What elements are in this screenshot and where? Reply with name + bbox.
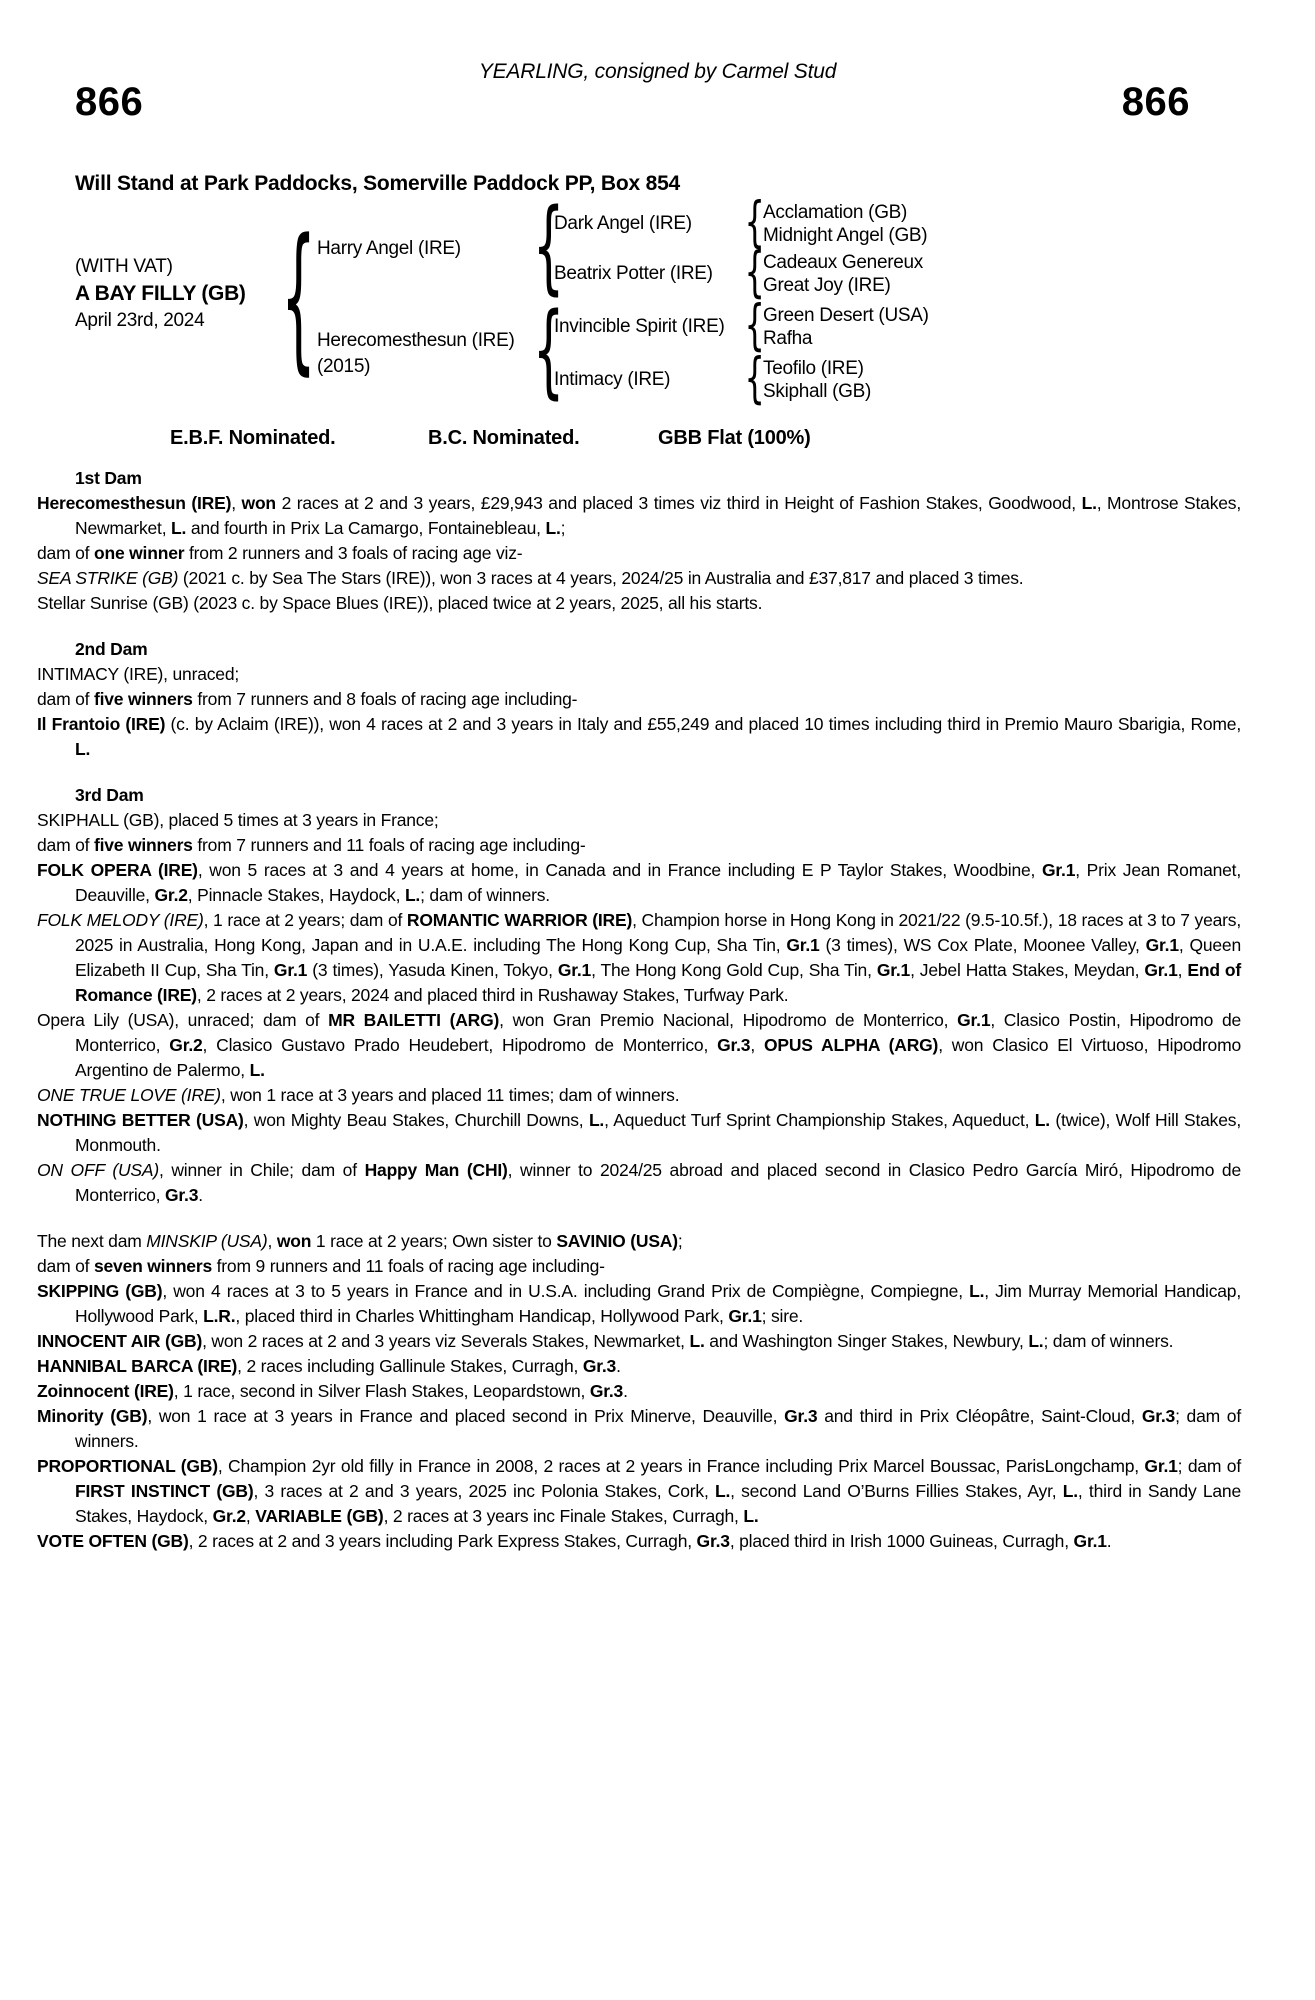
text-run: (2021 c. by Sea The Stars (IRE)), won 3 races at 4 years, 2024/25 in Australia and £37,817 and placed 3 times. (178, 568, 1024, 588)
pedigree-brace: { (532, 189, 565, 307)
text-run: HANNIBAL BARCA (IRE) (37, 1356, 238, 1376)
text-run: SKIPHALL (GB), placed 5 times at 3 years in France; (37, 810, 439, 830)
text-run: Gr.3 (589, 1381, 624, 1401)
text-run: Gr.2 (154, 885, 188, 905)
text-run: MR BAILETTI (ARG) (328, 1010, 500, 1030)
text-run: L.R. (203, 1306, 236, 1326)
text-run: from 7 runners and 8 foals of racing age including- (192, 689, 578, 709)
pedigree-section (37, 637, 1241, 762)
section-heading: 3rd Dam (75, 785, 144, 805)
text-run: Gr.1 (728, 1306, 762, 1326)
text-run: , 3 races at 2 and 3 years, 2025 inc Polonia Stakes, Cork, (253, 1481, 715, 1501)
text-run: Stellar Sunrise (GB) (2023 c. by Space Blues (IRE)), placed twice at 2 years, 2025, all his starts. (37, 593, 763, 613)
text-run: dam of (37, 689, 94, 709)
text-run: , Montrose Stakes, Newmarket, (75, 493, 1242, 538)
text-run: SKIPPING (GB) (37, 1281, 163, 1301)
pedigree-paragraph (37, 808, 1241, 833)
text-run: L. (75, 739, 91, 759)
text-run: Minority (GB) (37, 1406, 148, 1426)
pedigree-paragraph (37, 1229, 1241, 1254)
text-run: , won Mighty Beau Stakes, Churchill Downs, (243, 1110, 589, 1130)
pedigree-brace: { (532, 293, 565, 411)
catalogue-body (37, 466, 1242, 1554)
text-run: , 2 races at 2 years, 2024 and placed third in Rushaway Stakes, Turfway Park. (196, 985, 789, 1005)
text-run: (c. by Aclaim (IRE)), won 4 races at 2 and 3 years in Italy and £55,249 and placed 10 times including third in Premio Mauro Sbarigia, Rome, (165, 714, 1241, 734)
text-run: (3 times), WS Cox Plate, Moonee Valley, (819, 935, 1146, 955)
pedigree-paragraph (37, 566, 1241, 591)
pedigree-paragraph (37, 908, 1241, 1008)
text-run: , The Hong Kong Gold Cup, Sha Tin, (591, 960, 877, 980)
text-run: VARIABLE (GB) (255, 1506, 384, 1526)
text-run: Herecomesthesun (IRE) (37, 493, 232, 513)
lot-number-left: 866 (75, 80, 144, 124)
text-run: End of Romance (IRE) (75, 960, 1241, 1005)
dam-name: Herecomesthesun (IRE) (317, 330, 515, 351)
text-run: . (623, 1381, 628, 1401)
text-run: L. (714, 1481, 731, 1501)
text-run: L. (1062, 1481, 1078, 1501)
text-run: and Washington Singer Stakes, Newbury, (704, 1331, 1029, 1351)
ggp-name: Acclamation (GB) (763, 202, 908, 223)
text-run: (twice), Wolf Hill Stakes, Monmouth. (75, 1110, 1241, 1155)
text-run: Gr.2 (212, 1506, 246, 1526)
pedigree-paragraph (37, 687, 1241, 712)
text-run: and third in Prix Cléopâtre, Saint-Cloud, (817, 1406, 1142, 1426)
text-run: , 2 races at 3 years inc Finale Stakes, Curragh, (383, 1506, 744, 1526)
text-run: , Jim Murray Memorial Handicap, Hollywood Park, (75, 1281, 1241, 1326)
text-run: The next dam (37, 1231, 147, 1251)
text-run: dam of (37, 835, 94, 855)
text-run: SAVINIO (USA) (556, 1231, 678, 1251)
text-run: L. (1034, 1110, 1050, 1130)
text-run: Gr.1 (1144, 1456, 1178, 1476)
text-run: from 9 runners and 11 foals of racing age including- (211, 1256, 605, 1276)
text-run: Gr.3 (165, 1185, 199, 1205)
text-run: ; dam of winners. (75, 1406, 1241, 1451)
text-run: , Champion 2yr old filly in France in 2008, 2 races at 2 years in France including Prix Marcel Boussac, ParisLongchamp, (217, 1456, 1145, 1476)
text-run: Gr.1 (1073, 1531, 1107, 1551)
text-run: L. (1081, 493, 1097, 513)
text-run: , Pinnacle Stakes, Haydock, (187, 885, 405, 905)
text-run: , won 1 race at 3 years and placed 11 times; dam of winners. (220, 1085, 680, 1105)
section-heading: 1st Dam (75, 468, 142, 488)
text-run: , won 4 races at 3 to 5 years in France and in U.S.A. including Grand Prix de Compiègne, Compiegne, (162, 1281, 970, 1301)
text-run: , third in Sandy Lane Stakes, Haydock, (75, 1481, 1241, 1526)
pedigree-paragraph (37, 1454, 1241, 1529)
text-run: Gr.3 (784, 1406, 818, 1426)
text-run: Gr.1 (876, 960, 911, 980)
text-run: L. (545, 518, 561, 538)
text-run: , Prix Jean Romanet, Deauville, (75, 860, 1241, 905)
text-run: , won Clasico El Virtuoso, Hipodromo Argentino de Palermo, (75, 1035, 1241, 1080)
text-run: and fourth in Prix La Camargo, Fontainebleau, (186, 518, 546, 538)
pedigree-paragraph (37, 1158, 1241, 1208)
text-run: Gr.1 (1041, 860, 1076, 880)
text-run: , Clasico Gustavo Prado Heudebert, Hipodromo de Monterrico, (202, 1035, 718, 1055)
pedigree-paragraph (37, 1354, 1241, 1379)
text-run: , (245, 1506, 256, 1526)
text-run: seven winners (93, 1256, 212, 1276)
text-run: ROMANTIC WARRIOR (IRE) (406, 910, 633, 930)
ggp-name: Rafha (763, 328, 813, 349)
text-run: Gr.1 (786, 935, 820, 955)
text-run: INNOCENT AIR (GB) (37, 1331, 203, 1351)
text-run: INTIMACY (IRE), unraced; (37, 664, 240, 684)
text-run: , 1 race at 2 years; dam of (203, 910, 407, 930)
text-run: , 2 races including Gallinule Stakes, Curragh, (237, 1356, 583, 1376)
text-run: L. (171, 518, 187, 538)
text-run: Gr.3 (1141, 1406, 1176, 1426)
text-run: , winner in Chile; dam of (158, 1160, 365, 1180)
text-run: L. (969, 1281, 985, 1301)
text-run: , (267, 1231, 277, 1251)
text-run: FOLK OPERA (IRE) (37, 860, 198, 880)
pedigree-paragraph (37, 1108, 1241, 1158)
pedigree-brace: { (744, 347, 765, 411)
dam-year: (2015) (317, 356, 371, 377)
text-run: Gr.1 (273, 960, 308, 980)
text-run: Happy Man (CHI) (364, 1160, 508, 1180)
text-run: ; (560, 518, 566, 538)
text-run: , Jebel Hatta Stakes, Meydan, (910, 960, 1145, 980)
pedigree-paragraph (37, 712, 1241, 762)
text-run: 1 race at 2 years; Own sister to (311, 1231, 557, 1251)
text-run: Gr.3 (582, 1356, 617, 1376)
text-run: . (198, 1185, 203, 1205)
text-run: , 2 races at 2 and 3 years including Park Express Stakes, Curragh, (188, 1531, 697, 1551)
text-run: dam of (37, 543, 94, 563)
text-run: ONE TRUE LOVE (IRE) (37, 1085, 221, 1105)
ggp-name: Cadeaux Genereux (763, 252, 923, 273)
dam-sire-name: Invincible Spirit (IRE) (554, 316, 725, 337)
ggp-name: Skiphall (GB) (763, 381, 872, 402)
text-run: FOLK MELODY (IRE) (37, 910, 204, 930)
bc-nomination: B.C. Nominated. (428, 427, 580, 449)
ggp-name: Midnight Angel (GB) (763, 225, 928, 246)
text-run: Gr.2 (169, 1035, 203, 1055)
sire-name: Harry Angel (IRE) (317, 238, 461, 259)
text-run: Gr.1 (1145, 935, 1179, 955)
pedigree-brace: { (744, 294, 765, 358)
text-run: , won 5 races at 3 and 4 years at home, in Canada and in France including E P Taylor Stakes, Woodbine, (197, 860, 1042, 880)
text-run: dam of (37, 1256, 94, 1276)
text-run: FIRST INSTINCT (GB) (75, 1481, 254, 1501)
ggp-name: Green Desert (USA) (763, 305, 929, 326)
text-run: five winners (93, 689, 193, 709)
text-run: L. (1028, 1331, 1044, 1351)
text-run: ; sire. (761, 1306, 804, 1326)
text-run: MINSKIP (USA) (146, 1231, 268, 1251)
pedigree-section (37, 783, 1242, 1208)
sire-dam-name: Beatrix Potter (IRE) (554, 263, 713, 284)
text-run: , (231, 493, 242, 513)
text-run: , won 1 race at 3 years in France and placed second in Prix Minerve, Deauville, (147, 1406, 785, 1426)
text-run: (3 times), Yasuda Kinen, Tokyo, (307, 960, 558, 980)
subject-name: A BAY FILLY (GB) (75, 282, 246, 305)
text-run: , (750, 1035, 764, 1055)
text-run: Il Frantoio (IRE) (37, 714, 166, 734)
pedigree-paragraph (37, 1279, 1241, 1329)
stand-location-line: Will Stand at Park Paddocks, Somerville Paddock PP, Box 854 (75, 172, 681, 195)
text-run: , 1 race, second in Silver Flash Stakes, Leopardstown, (173, 1381, 590, 1401)
pedigree-brace: { (744, 191, 765, 255)
text-run: L. (249, 1060, 265, 1080)
text-run: won (276, 1231, 312, 1251)
pedigree-section (37, 466, 1242, 616)
text-run: 2 races at 2 and 3 years, £29,943 and placed 3 times viz third in Height of Fashion Stakes, Goodwood, (275, 493, 1082, 513)
text-run: PROPORTIONAL (GB) (37, 1456, 218, 1476)
consignor-line: YEARLING, consigned by Carmel Stud (478, 60, 837, 83)
text-run: ; dam of (1177, 1456, 1241, 1476)
pedigree-paragraph (37, 1008, 1242, 1083)
text-run: . (1106, 1531, 1112, 1551)
text-run: , Aqueduct Turf Sprint Championship Stakes, Aqueduct, (604, 1110, 1035, 1130)
text-run: Gr.1 (1144, 960, 1178, 980)
text-run: ; dam of winners. (1043, 1331, 1174, 1351)
pedigree-paragraph (37, 1379, 1241, 1404)
text-run: . (616, 1356, 621, 1376)
text-run: ON OFF (USA) (37, 1160, 159, 1180)
pedigree-brace: { (281, 208, 316, 392)
pedigree-paragraph (37, 591, 1241, 616)
dam-dam-name: Intimacy (IRE) (554, 369, 671, 390)
ggp-name: Great Joy (IRE) (763, 275, 891, 296)
gbb-flat-note: GBB Flat (100%) (658, 427, 811, 449)
text-run: Opera Lily (USA), unraced; dam of (37, 1010, 329, 1030)
text-run: , Queen Elizabeth II Cup, Sha Tin, (75, 935, 1241, 980)
pedigree-paragraph (37, 1329, 1241, 1354)
pedigree-paragraph (37, 491, 1242, 541)
pedigree-paragraph (37, 1083, 1241, 1108)
pedigree-paragraph (37, 833, 1241, 858)
pedigree-paragraph (37, 858, 1241, 908)
pedigree-brace: { (744, 241, 765, 305)
pedigree-paragraph (37, 1254, 1241, 1279)
text-run: , second Land O’Burns Fillies Stakes, Ayr, (730, 1481, 1063, 1501)
text-run: ; dam of winners. (420, 885, 550, 905)
text-run: from 2 runners and 3 foals of racing age viz- (184, 543, 523, 563)
text-run: Zoinnocent (IRE) (37, 1381, 174, 1401)
text-run: , placed third in Charles Whittingham Handicap, Hollywood Park, (235, 1306, 729, 1326)
pedigree-paragraph (37, 1404, 1241, 1454)
text-run: Gr.1 (957, 1010, 991, 1030)
ebf-nomination: E.B.F. Nominated. (170, 427, 336, 449)
text-run: , (1177, 960, 1188, 980)
text-run: Gr.3 (717, 1035, 751, 1055)
text-run: five winners (93, 835, 193, 855)
text-run: one winner (93, 543, 185, 563)
text-run: Gr.1 (557, 960, 592, 980)
foaling-date: April 23rd, 2024 (75, 310, 205, 331)
text-run: won (241, 493, 276, 513)
text-run: , won Gran Premio Nacional, Hipodromo de Monterrico, (499, 1010, 958, 1030)
text-run: ; (677, 1231, 683, 1251)
pedigree-paragraph (37, 662, 1241, 687)
text-run: VOTE OFTEN (GB) (37, 1531, 189, 1551)
text-run: Gr.3 (696, 1531, 730, 1551)
text-run: L. (404, 885, 421, 905)
lot-number-right: 866 (1121, 80, 1190, 124)
pedigree-paragraph (37, 1529, 1241, 1554)
vat-note: (WITH VAT) (75, 256, 173, 277)
ggp-name: Teofilo (IRE) (763, 358, 864, 379)
text-run: , Champion horse in Hong Kong in 2021/22 (9.5-10.5f.), 18 races at 3 to 7 years, 2025 in Australia, Hong Kong, Japan and in U.A.E. including The Hong Kong Cup, Sha Tin, (75, 910, 1241, 955)
text-run: L. (588, 1110, 605, 1130)
sire-sire-name: Dark Angel (IRE) (554, 213, 692, 234)
text-run: from 7 runners and 11 foals of racing age including- (192, 835, 586, 855)
text-run: L. (743, 1506, 759, 1526)
text-run: NOTHING BETTER (USA) (37, 1110, 244, 1130)
text-run: , placed third in Irish 1000 Guineas, Curragh, (729, 1531, 1074, 1551)
text-run: SEA STRIKE (GB) (37, 568, 179, 588)
text-run: , Clasico Postin, Hipodromo de Monterrico, (75, 1010, 1242, 1055)
pedigree-section (37, 1229, 1241, 1554)
text-run: L. (689, 1331, 705, 1351)
text-run: , won 2 races at 2 and 3 years viz Severals Stakes, Newmarket, (202, 1331, 690, 1351)
text-run: , winner to 2024/25 abroad and placed second in Clasico Pedro García Miró, Hipodromo de Monterrico, (75, 1160, 1241, 1205)
section-heading: 2nd Dam (75, 639, 148, 659)
text-run: OPUS ALPHA (ARG) (763, 1035, 939, 1055)
pedigree-paragraph (37, 541, 1241, 566)
